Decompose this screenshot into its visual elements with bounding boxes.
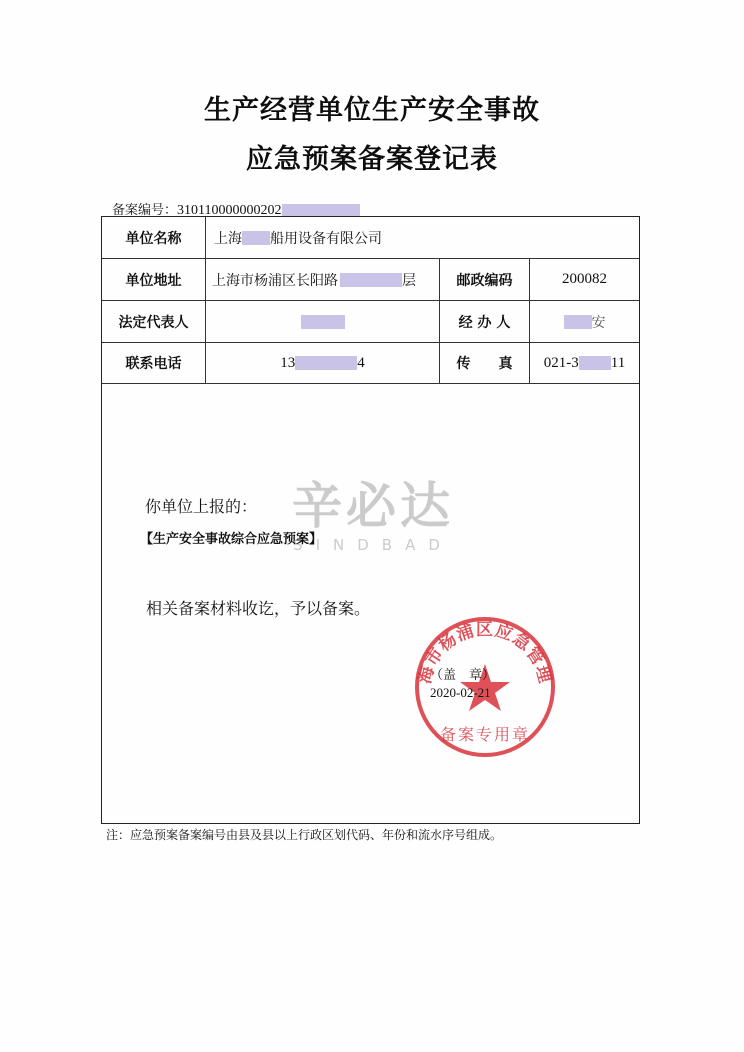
watermark-cn: 辛必达 [292, 477, 454, 535]
fax-suffix: 11 [610, 354, 626, 371]
phone-label: 联系电话 [125, 356, 182, 372]
seal-label: （盖 章） [430, 667, 496, 682]
official-seal [410, 612, 560, 762]
intro-text: 你单位上报的： [145, 497, 258, 516]
address-label: 单位地址 [125, 272, 182, 289]
redaction-block [295, 356, 357, 370]
redaction-block [301, 315, 345, 329]
seal-top-text: 海市杨浦区应急管理 [415, 620, 555, 686]
postal-code-value: 200082 [562, 271, 607, 287]
received-text: 相关备案材料收讫，予以备案。 [146, 599, 371, 618]
plan-name: 【生产安全事故综合应急预案】 [140, 532, 323, 547]
issue-date: 2020-02-21 [430, 685, 491, 700]
registration-number-value: 310110000000202 [177, 203, 282, 218]
legal-representative-label: 法定代表人 [118, 314, 189, 331]
seal-bottom-text: 备案专用章 [439, 725, 531, 744]
address-value [212, 259, 438, 300]
fax-label: 传 真 [456, 356, 513, 372]
unit-name-suffix: 船用设备有限公司 [270, 230, 382, 247]
row-divider [102, 383, 639, 384]
address-suffix: 层 [402, 272, 416, 289]
unit-name-prefix: 上海 [214, 230, 242, 247]
unit-name-label: 单位名称 [125, 230, 182, 247]
redaction-block [242, 231, 270, 245]
sindbad-watermark [268, 478, 478, 554]
postal-code-label: 邮政编码 [456, 272, 513, 289]
legal-representative-value [206, 301, 439, 342]
unit-name-value [214, 217, 634, 258]
redaction-block [579, 356, 611, 370]
fax-prefix: 021-3 [543, 354, 579, 371]
footnote: 注：应急预案备案编号由县及县以上行政区划代码、年份和流水序号组成。 [106, 828, 503, 842]
handler-value [530, 301, 639, 342]
address-prefix: 上海市杨浦区长阳路 [212, 272, 338, 289]
document-title-line2: 应急预案备案登记表 [246, 144, 498, 175]
fax-value [530, 343, 639, 383]
redaction-block [340, 273, 402, 287]
phone-prefix: 13 [280, 354, 296, 371]
watermark-en: SINDBAD [293, 536, 453, 554]
phone-value [206, 343, 439, 383]
document-title-line1: 生产经营单位生产安全事故 [204, 95, 540, 126]
handler-suffix: 安 [591, 314, 606, 331]
handler-label: 经 办 人 [458, 314, 511, 331]
registration-number-label: 备案编号： [112, 203, 178, 218]
phone-suffix: 4 [357, 354, 365, 371]
redaction-block [564, 315, 592, 329]
